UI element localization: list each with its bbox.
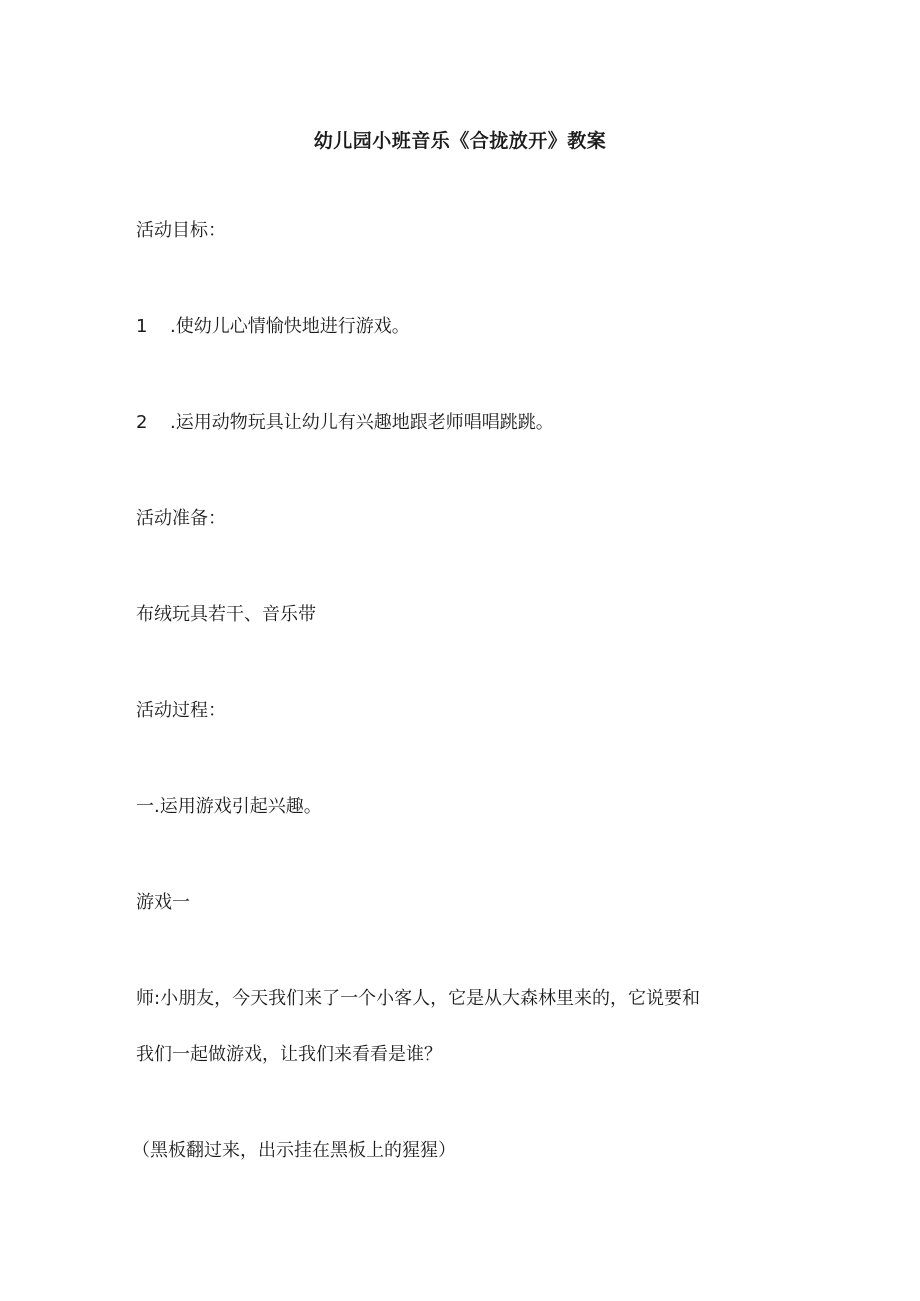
game-1-heading: 游戏一 [136,892,190,913]
goal-item-1 [136,312,786,342]
teacher-line-1: 师:小朋友，今天我们来了一个小客人，它是从大森林里来的，它说要和 [136,988,701,1009]
document-title: 幼儿园小班音乐《合拢放开》教案 [313,130,607,152]
goal-1-number: 1 [136,316,148,337]
teacher-line-2: 我们一起做游戏，让我们来看看是谁？ [136,1044,442,1065]
process-heading: 活动过程： [136,700,226,721]
note-text: （黑板翻过来，出示挂在黑板上的猩猩） [132,1140,456,1161]
goal-2-number: 2 [136,412,148,433]
step-1: 一.运用游戏引起兴趣。 [136,796,322,817]
goal-item-2 [136,408,786,438]
prep-heading: 活动准备： [136,508,226,529]
prep-text: 布绒玩具若干、音乐带 [136,604,316,625]
goal-1-text: .使幼儿心情愉快地进行游戏。 [170,316,410,337]
goals-heading: 活动目标： [136,220,226,241]
goal-2-text: .运用动物玩具让幼儿有兴趣地跟老师唱唱跳跳。 [170,412,554,433]
